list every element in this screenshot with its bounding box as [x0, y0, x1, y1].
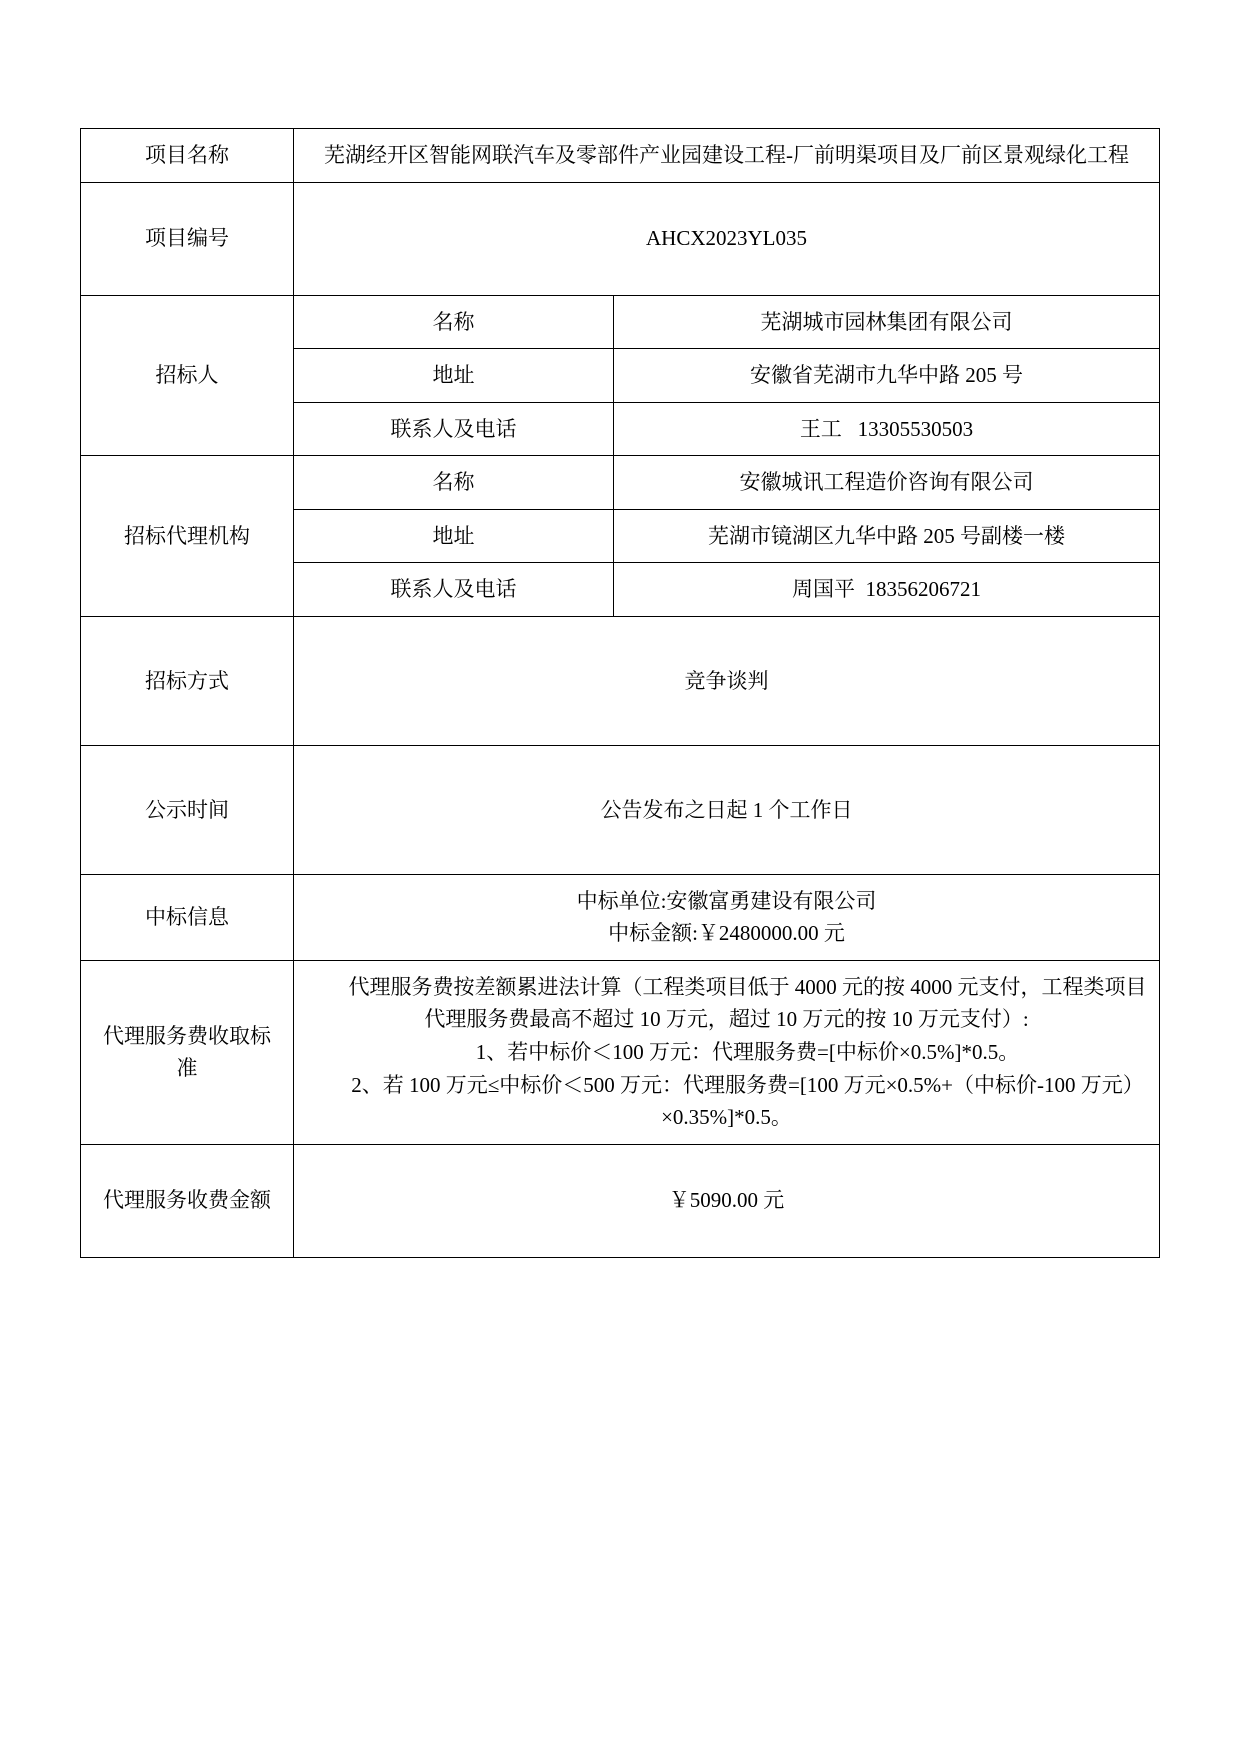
- table-row-tenderee-name: [81, 295, 1160, 349]
- tenderee-contact-value: 王工 13305530503: [614, 402, 1160, 456]
- agency-name-value: 安徽城讯工程造价咨询有限公司: [614, 456, 1160, 510]
- agency-address-value: 芜湖市镜湖区九华中路 205 号副楼一楼: [614, 509, 1160, 563]
- agency-label: 招标代理机构: [81, 456, 294, 617]
- tenderee-name-label: 名称: [294, 295, 614, 349]
- fee-standard-value: [294, 960, 1160, 1144]
- table-row-award-info: [81, 874, 1160, 960]
- bid-result-table: [80, 128, 1160, 1258]
- table-row-project-code: [81, 182, 1160, 295]
- publicity-time-value: 公告发布之日起 1 个工作日: [294, 745, 1160, 874]
- table-row-project-name: [81, 129, 1160, 183]
- tenderee-label: 招标人: [81, 295, 294, 456]
- table-row-publicity-time: [81, 745, 1160, 874]
- fee-standard-label: 代理服务费收取标准: [81, 960, 294, 1144]
- fee-amount-label: 代理服务收费金额: [81, 1144, 294, 1257]
- award-unit-line: 中标单位:安徽富勇建设有限公司: [576, 888, 877, 913]
- award-info-value: [294, 874, 1160, 960]
- publicity-time-label: 公示时间: [81, 745, 294, 874]
- agency-contact-value: 周国平 18356206721: [614, 563, 1160, 617]
- project-name-value: 芜湖经开区智能网联汽车及零部件产业园建设工程-厂前明渠项目及厂前区景观绿化工程: [294, 129, 1160, 183]
- project-name-label: 项目名称: [81, 129, 294, 183]
- award-info-label: 中标信息: [81, 874, 294, 960]
- table-row-fee-standard: [81, 960, 1160, 1144]
- table-row-fee-amount: [81, 1144, 1160, 1257]
- table-row-bid-method: [81, 616, 1160, 745]
- tenderee-name-value: 芜湖城市园林集团有限公司: [614, 295, 1160, 349]
- agency-address-label: 地址: [294, 509, 614, 563]
- project-code-value: AHCX2023YL035: [294, 182, 1160, 295]
- bid-method-label: 招标方式: [81, 616, 294, 745]
- table-row-agency-name: [81, 456, 1160, 510]
- agency-contact-label: 联系人及电话: [294, 563, 614, 617]
- bid-method-value: 竞争谈判: [294, 616, 1160, 745]
- tenderee-address-label: 地址: [294, 349, 614, 403]
- agency-name-label: 名称: [294, 456, 614, 510]
- tenderee-contact-label: 联系人及电话: [294, 402, 614, 456]
- project-code-label: 项目编号: [81, 182, 294, 295]
- fee-standard-paragraph-1: 代理服务费按差额累进法计算（工程类项目低于 4000 元的按 4000 元支付，工程类项目代理服务费最高不超过 10 万元，超过 10 万元的按 10 万元支付）:: [348, 974, 1147, 1032]
- fee-standard-paragraph-2: 1、若中标价＜100 万元：代理服务费=[中标价×0.5%]*0.5。: [475, 1040, 1020, 1065]
- fee-amount-value: ￥5090.00 元: [294, 1144, 1160, 1257]
- tenderee-address-value: 安徽省芜湖市九华中路 205 号: [614, 349, 1160, 403]
- fee-standard-paragraph-3: 2、若 100 万元≤中标价＜500 万元：代理服务费=[100 万元×0.5%+（中标价-100 万元）×0.35%]*0.5。: [351, 1072, 1144, 1130]
- award-amount-line: 中标金额:￥2480000.00 元: [608, 921, 845, 946]
